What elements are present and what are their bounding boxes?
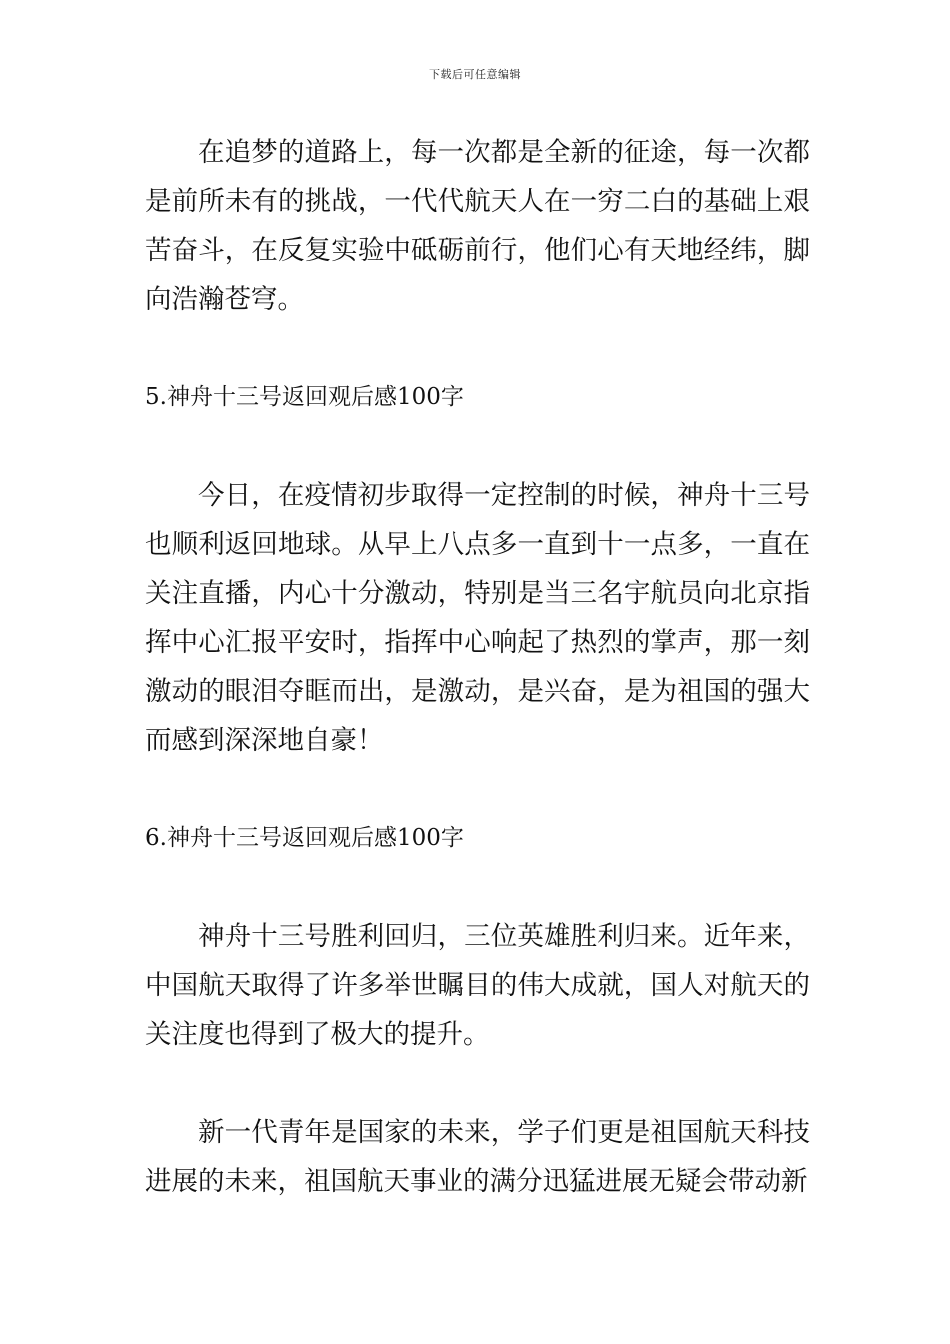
paragraph-heroes-return: 神舟十三号胜利回归，三位英雄胜利归来。近年来，中国航天取得了许多举世瞩目的伟大成就，国人对航天的关注度也得到了极大的提升。 xyxy=(145,921,810,1050)
paragraph-dream-journey: 在追梦的道路上，每一次都是全新的征途，每一次都是前所未有的挑战，一代代航天人在一穷二白的基础上艰苦奋斗，在反复实验中砥砺前行，他们心有天地经纬，脚向浩瀚苍穹。 xyxy=(145,137,810,315)
document-body xyxy=(145,128,810,1206)
paragraph-return-today: 今日，在疫情初步取得一定控制的时候，神舟十三号也顺利返回地球。从早上八点多一直到十一点多，一直在关注直播，内心十分激动，特别是当三名宇航员向北京指挥中心汇报平安时，指挥中心响起了热烈的掌声，那一刻激动的眼泪夺眶而出，是激动，是兴奋，是为祖国的强大而感到深深地自豪！ xyxy=(145,480,810,756)
header-note: 下载后可任意编辑 xyxy=(429,68,521,81)
section-heading-6: 6.神舟十三号返回观后感100字 xyxy=(145,825,464,851)
paragraph-gap xyxy=(145,1059,810,1108)
paragraph-gap xyxy=(145,324,810,373)
section-heading-5: 5.神舟十三号返回观后感100字 xyxy=(145,384,464,410)
paragraph-gap xyxy=(145,422,810,471)
paragraph-gap xyxy=(145,863,810,912)
paragraph-gap xyxy=(145,765,810,814)
paragraph-new-generation: 新一代青年是国家的未来，学子们更是祖国航天科技进展的未来，祖国航天事业的满分迅猛进展无疑会带动新 xyxy=(145,1117,810,1197)
